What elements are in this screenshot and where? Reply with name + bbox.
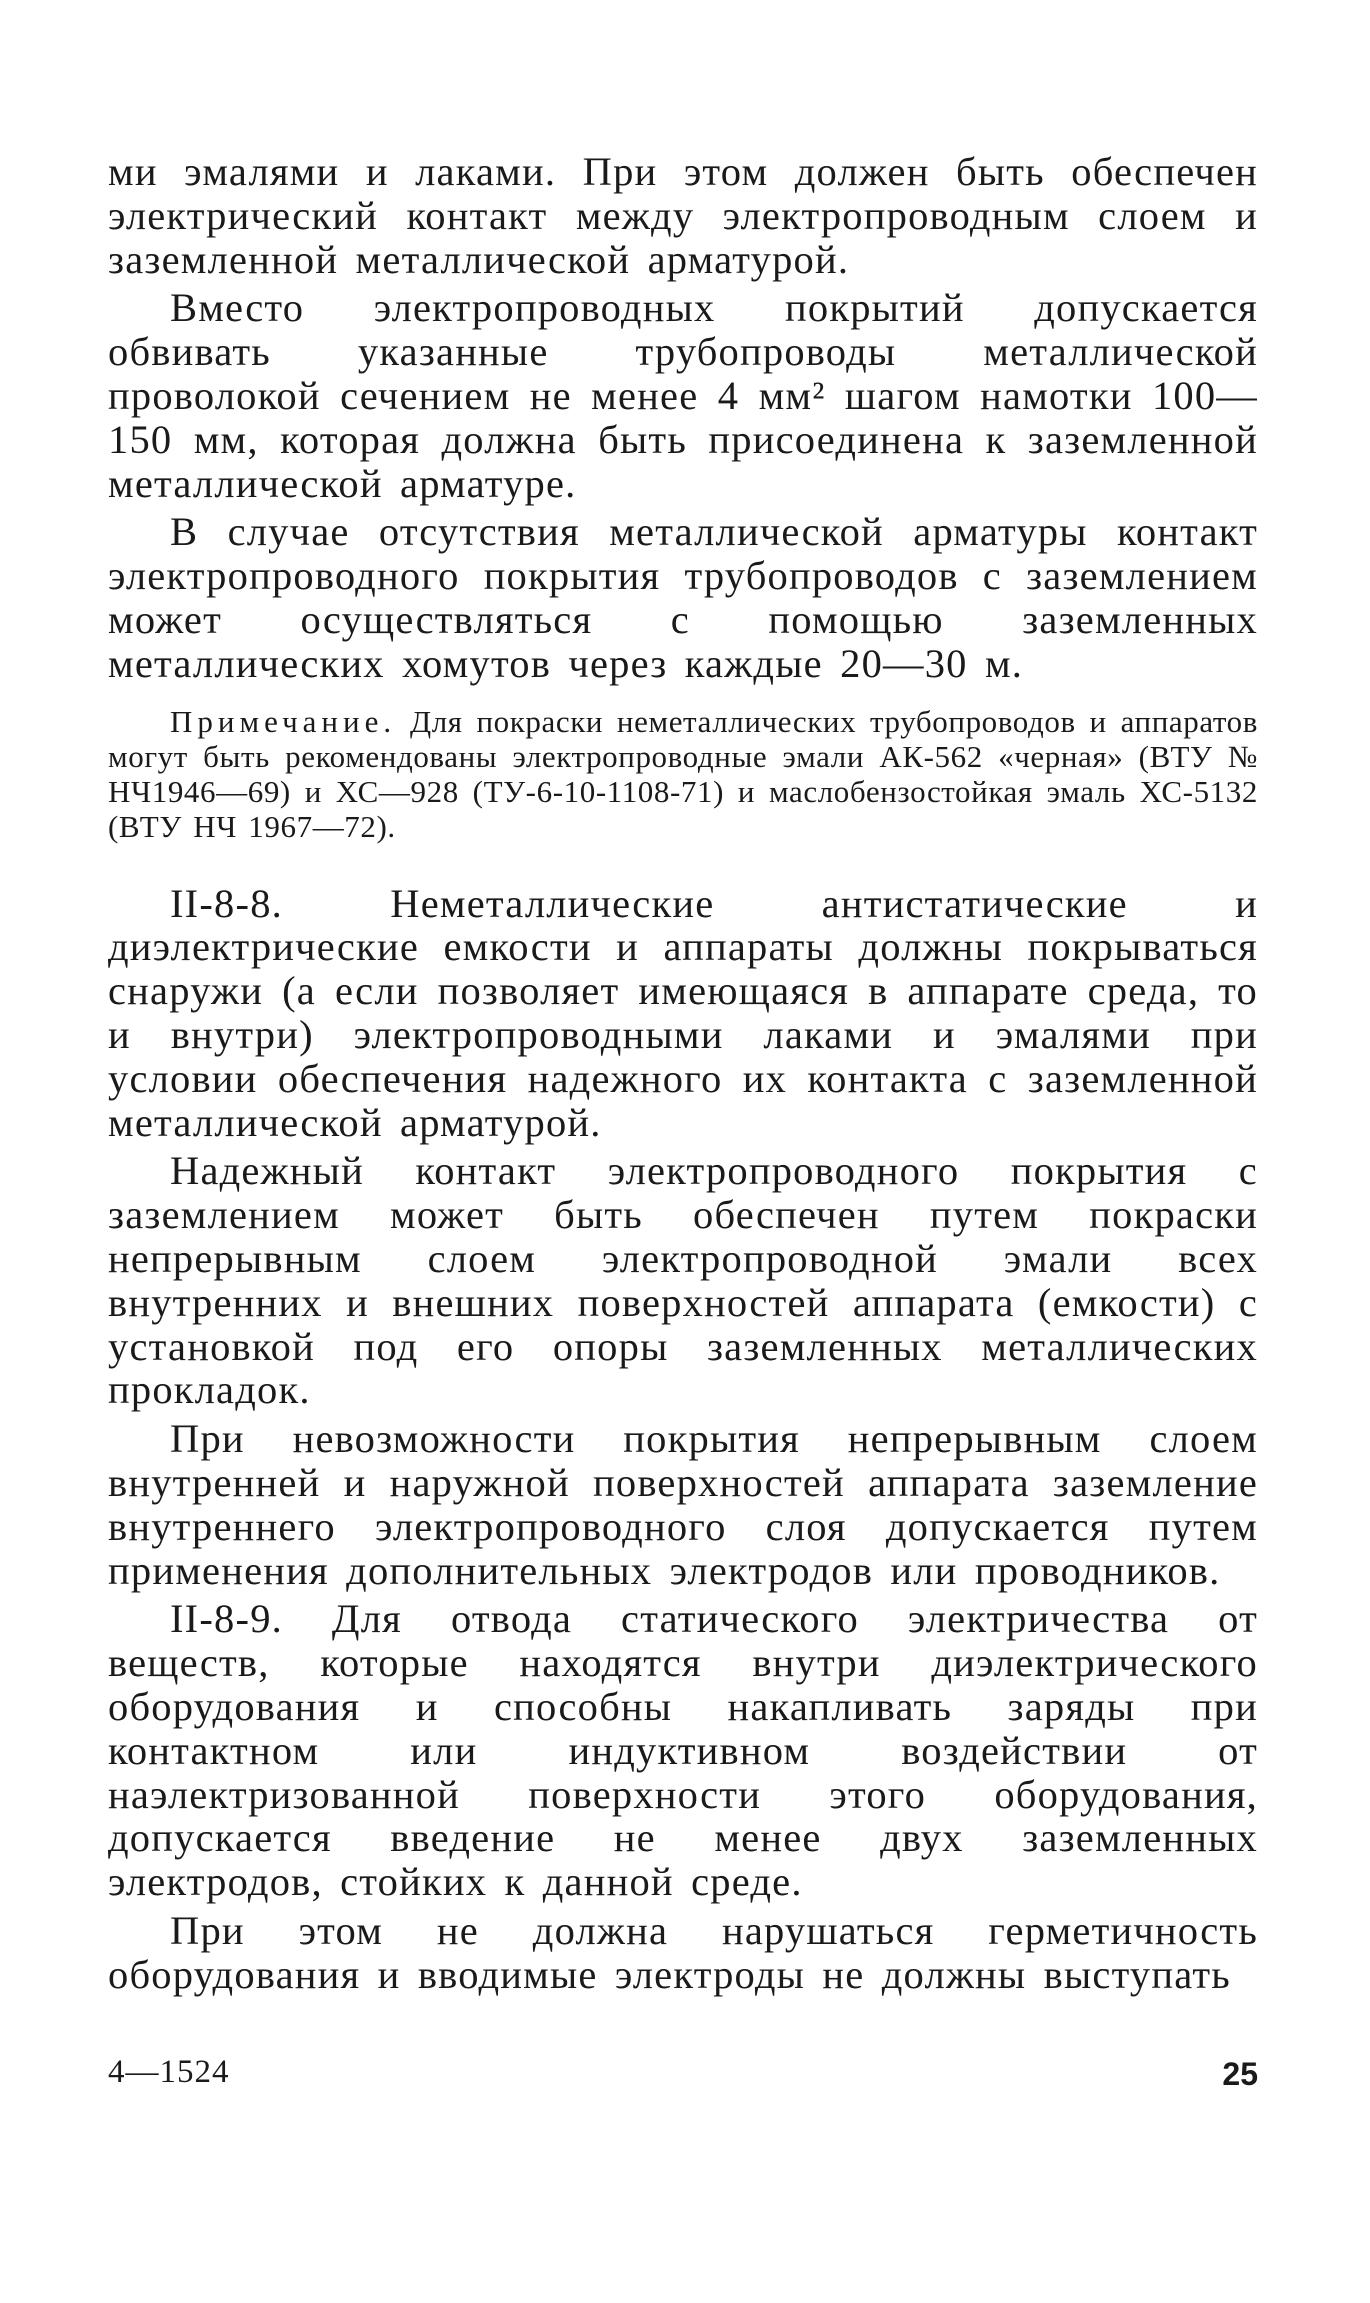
page-number: 25 [1222, 2056, 1258, 2092]
paragraph-section-II-8-8: II-8-8. Неметаллические антистатические и диэлектрические емкости и аппараты должны покрываться снаружи (а если позволяет имеющаяся в аппарате среда, то и внутри) электропроводными лаками и эмалями при условии обеспечения надежного их контакта с заземленной металлической арматурой. [108, 880, 1258, 1145]
paragraph-reliable-contact: Надежный контакт электропроводного покрытия с заземлением может быть обеспечен путем покраски непрерывным слоем электропроводной эмали всех внутренних и внешних поверхностей аппарата (емкости) с установкой под его опоры заземленных металлических прокладок. [108, 1148, 1258, 1413]
paragraph-wire-wrapping: Вместо электропроводных покрытий допускается обвивать указанные трубопроводы металлической проволокой сечением не менее 4 мм² шагом намотки 100—150 мм, которая должна быть присоединена к заземленной металлической арматуре. [108, 285, 1258, 506]
paragraph-hermeticity: При этом не должна нарушаться герметичность оборудования и вводимые электроды не должны выступать [108, 1907, 1258, 1997]
paragraph-additional-electrodes: При невозможности покрытия непрерывным слоем внутренней и наружной поверхностей аппарата заземление внутреннего электропроводного слоя допускается путем применения дополнительных электродов или проводников. [108, 1416, 1258, 1593]
note-text: Для покраски неметаллических трубопроводов и аппаратов могут быть рекомендованы электропроводные эмали АК-562 «черная» (ВТУ № НЧ1946—69) и ХС—928 (ТУ-6-10-1108-71) и маслобензостойкая эмаль ХС-5132 (ВТУ НЧ 1967—72). [108, 703, 1258, 844]
printer-signature: 4—1524 [108, 2054, 230, 2090]
note [108, 704, 1258, 844]
paragraph-section-II-8-9: II-8-9. Для отвода статического электричества от веществ, которые находятся внутри диэлектрического оборудования и способны накапливать заряды при контактном или индуктивном воздействии от наэлектризованной поверхности этого оборудования, допускается введение не менее двух заземленных электродов, стойких к данной среде. [108, 1596, 1258, 1905]
paragraph-clamps: В случае отсутствия металлической арматуры контакт электропроводного покрытия трубопроводов с заземлением может осуществляться с помощью заземленных металлических хомутов через каждые 20—30 м. [108, 509, 1258, 686]
page-body [108, 150, 1258, 2001]
paragraph-continuation: ми эмалями и лаками. При этом должен быть обеспечен электрический контакт между электропроводным слоем и заземленной металлической арматурой. [108, 149, 1258, 282]
note-label: Примечание. [170, 703, 397, 739]
